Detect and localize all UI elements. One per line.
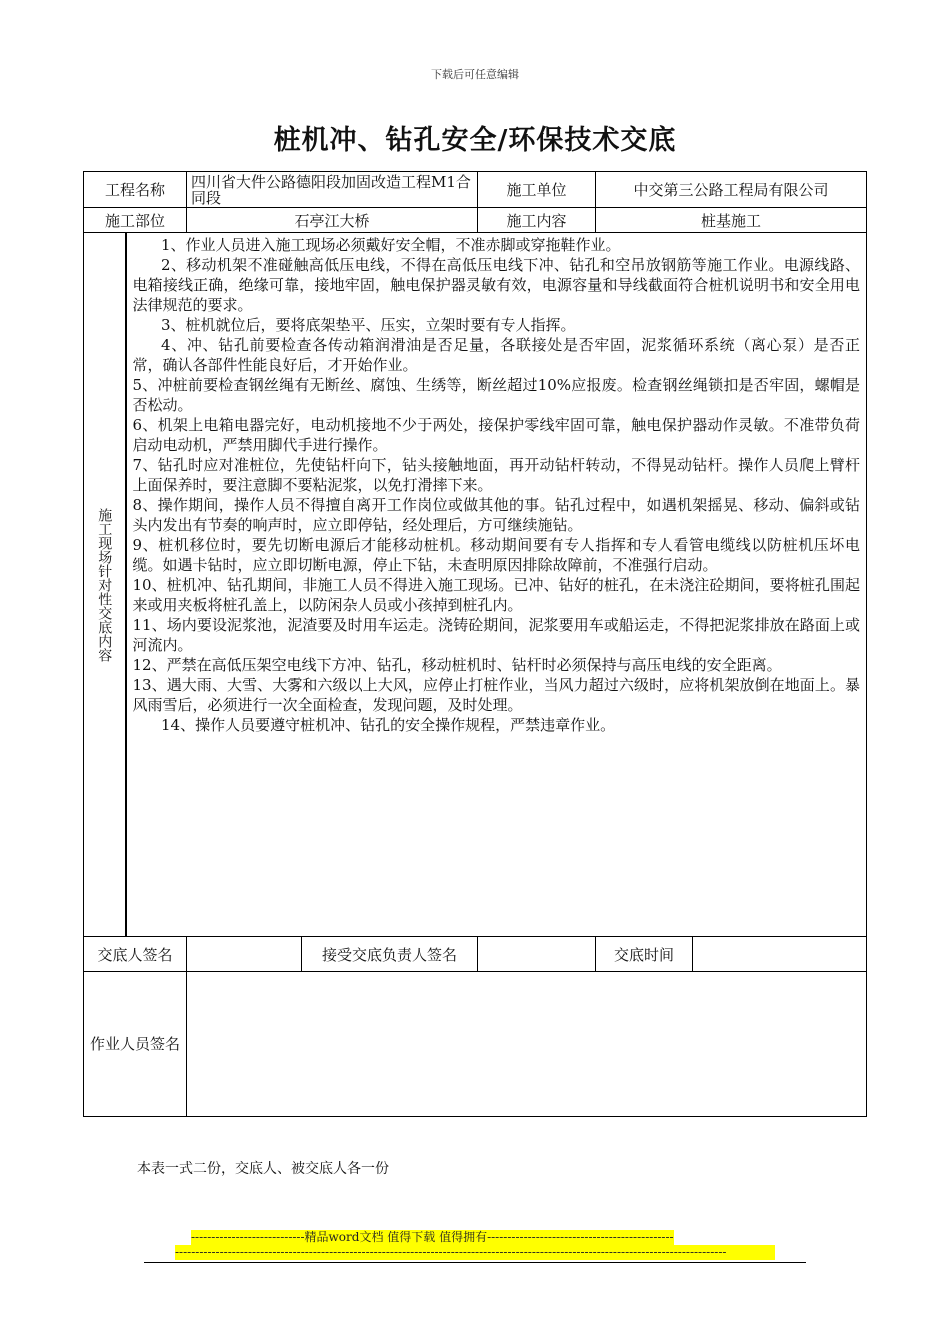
content-item: 11、场内要设泥浆池，泥渣要及时用车运走。浇铸砼期间，泥浆要用车或船运走，不得把泥浆排放在路面上或河流内。 <box>132 616 861 654</box>
disclosure-time-label: 交底时间 <box>596 937 693 972</box>
content-item: 3、桩机就位后，要将底架垫平、压实，立架时要有专人指挥。 <box>161 316 576 334</box>
content-item: 10、桩机冲、钻孔期间，非施工人员不得进入施工现场。已冲、钻好的桩孔，在未浇注砼期间，要将桩孔围起来或用夹板将桩孔盖上，以防闲杂人员或小孩掉到桩孔内。 <box>132 576 861 614</box>
promo-banner <box>175 1230 775 1264</box>
content-item: 9、桩机移位时，要先切断电源后才能移动桩机。移动期间要有专人指挥和专人看管电缆线以防桩机压坏电缆。如遇卡钻时，应立即切断电源，停止下钻，未查明原因排除故障前，不准强行启动。 <box>132 536 861 574</box>
work-content-label: 施工内容 <box>478 208 596 233</box>
project-name-value: 四川省大件公路德阳段加固改造工程M1合同段 <box>187 172 478 208</box>
content-body <box>126 233 867 937</box>
location-label: 施工部位 <box>84 208 187 233</box>
disclosure-time-field[interactable] <box>693 937 867 972</box>
content-item: 2、移动机架不准碰触高低压电线，不得在高低压电线下冲、钻孔和空吊放钢筋等施工作业。电源线路、电箱接线正确，绝缘可靠，接地牢固，触电保护器灵敏有效，电源容量和导线截面符合桩机说明书和安全用电法律规范的要求。 <box>132 256 861 314</box>
promo-line: ---------------------------------------------------------------------------------------------------------------------------------------- <box>175 1245 775 1260</box>
content-item: 8、操作期间，操作人员不得擅自离开工作岗位或做其他的事。钻孔过程中，如遇机架摇晃、移动、偏斜或钻头内发出有节奏的响声时，应立即停钻，经处理后，方可继续施钻。 <box>132 496 861 534</box>
receiver-signature-label: 接受交底负责人签名 <box>302 937 478 972</box>
content-label: 施工现场针对性交底内容 <box>96 507 113 662</box>
content-item: 13、遇大雨、大雪、大雾和六级以上大风，应停止打桩作业，当风力超过六级时，应将机架放倒在地面上。暴风雨雪后，必须进行一次全面检查，发现问题，及时处理。 <box>132 676 861 714</box>
contractor-value: 中交第三公路工程局有限公司 <box>596 172 867 208</box>
discloser-signature-field[interactable] <box>187 937 302 972</box>
footer-note: 本表一式二份，交底人、被交底人各一份 <box>137 1161 389 1177</box>
disclosure-table <box>83 171 867 1117</box>
content-item: 5、冲桩前要检查钢丝绳有无断丝、腐蚀、生绣等，断丝超过10%应报废。检查钢丝绳锁扣是否牢固，螺帽是否松动。 <box>132 376 861 414</box>
content-item: 7、钻孔时应对准桩位，先使钻杆向下，钻头接触地面，再开动钻杆转动，不得晃动钻杆。操作人员爬上臂杆上面保养时，要注意脚不要粘泥浆，以免打滑摔下来。 <box>132 456 861 494</box>
discloser-signature-label: 交底人签名 <box>84 937 187 972</box>
workers-signature-label: 作业人员签名 <box>84 972 187 1117</box>
header-note: 下载后可任意编辑 <box>431 68 519 81</box>
receiver-signature-field[interactable] <box>478 937 596 972</box>
content-item: 14、操作人员要遵守桩机冲、钻孔的安全操作规程，严禁违章作业。 <box>161 716 616 734</box>
location-value: 石亭江大桥 <box>187 208 478 233</box>
content-item: 4、冲、钻孔前要检查各传动箱润滑油是否足量，各联接处是否牢固，泥浆循环系统（离心泵）是否正常，确认各部件性能良好后，才开始作业。 <box>132 336 861 374</box>
work-content-value: 桩基施工 <box>596 208 867 233</box>
promo-line: ----------------------------精品word文档 值得下载 值得拥有---------------------------------------------- <box>191 1230 674 1244</box>
content-item: 6、机架上电箱电器完好，电动机接地不少于两处，接保护零线牢固可靠，触电保护器动作灵敏。不准带负荷启动电动机，严禁用脚代手进行操作。 <box>132 416 861 454</box>
content-item: 12、严禁在高低压架空电线下方冲、钻孔，移动桩机时、钻杆时必须保持与高压电线的安全距离。 <box>132 656 782 674</box>
content-label-cell <box>84 233 126 937</box>
project-name-label: 工程名称 <box>84 172 187 208</box>
contractor-label: 施工单位 <box>478 172 596 208</box>
footer-rule <box>144 1262 806 1263</box>
workers-signature-field[interactable] <box>187 972 867 1117</box>
content-item: 1、作业人员进入施工现场必须戴好安全帽，不准赤脚或穿拖鞋作业。 <box>161 236 621 254</box>
document-title: 桩机冲、钻孔安全/环保技术交底 <box>273 125 677 156</box>
